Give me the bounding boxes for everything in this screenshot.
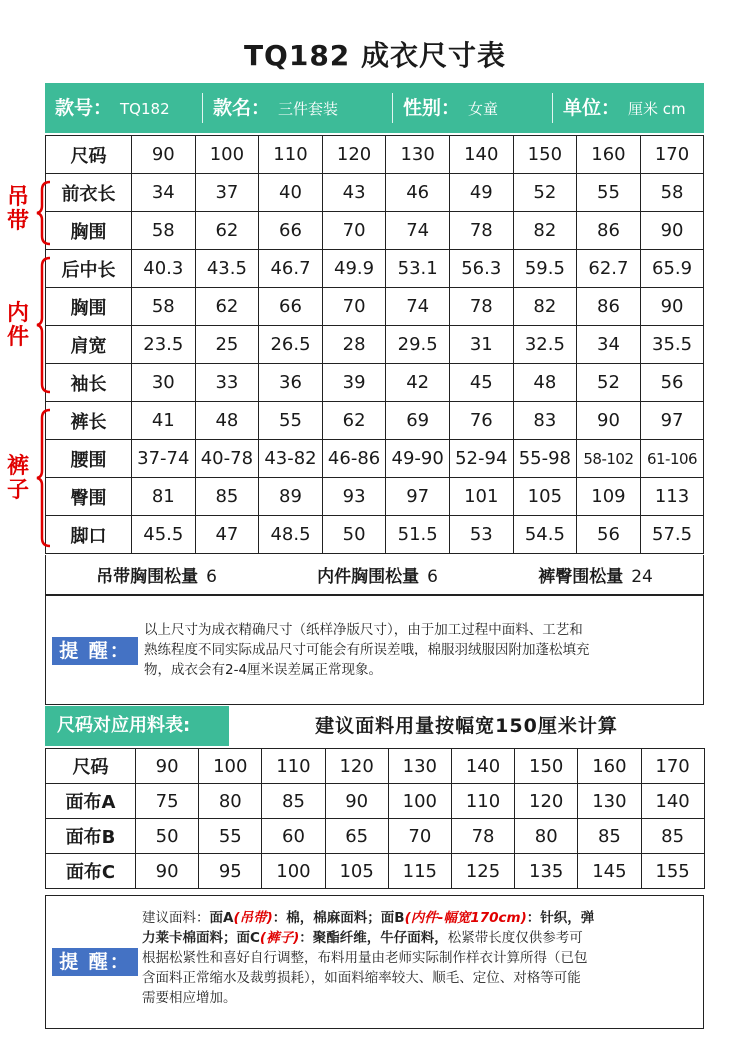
table-cell: 62 — [195, 212, 259, 250]
table-cell: 105 — [325, 854, 388, 889]
table-cell: 40 — [259, 174, 323, 212]
table-cell: 100 — [262, 854, 325, 889]
table-row — [46, 478, 704, 516]
fabric-header-cell: 110 — [262, 749, 325, 784]
table-cell: 109 — [577, 478, 641, 516]
fabric-table-title: 建议面料用量按幅宽150厘米计算 — [315, 715, 618, 737]
note-segment: (裤子) — [259, 930, 300, 946]
note-segment: 面C — [236, 930, 260, 946]
group-label-pants: 裤 子 — [6, 454, 29, 503]
table-cell: 74 — [386, 212, 450, 250]
ease-inner-value: 6 — [427, 567, 438, 587]
ease-pants — [538, 562, 653, 587]
fabric-header-cell: 140 — [451, 749, 514, 784]
table-cell: 37-74 — [132, 440, 196, 478]
table-cell: 125 — [451, 854, 514, 889]
table-cell: 82 — [513, 212, 577, 250]
group-label-inner: 内 件 — [6, 301, 29, 350]
table-cell: 89 — [259, 478, 323, 516]
table-cell: 85 — [578, 819, 641, 854]
row-label: 面布B — [46, 819, 136, 854]
table-cell: 62 — [322, 402, 386, 440]
table-cell: 52 — [577, 364, 641, 402]
note-segment: 面B — [380, 910, 405, 926]
table-cell: 31 — [449, 326, 513, 364]
table-cell: 135 — [515, 854, 578, 889]
table-cell: 62.7 — [577, 250, 641, 288]
table-cell: 57.5 — [640, 516, 704, 554]
size-header-cell: 130 — [386, 136, 450, 174]
table-cell: 81 — [132, 478, 196, 516]
table-cell: 78 — [449, 212, 513, 250]
table-cell: 76 — [449, 402, 513, 440]
note-line: 需要相应增加。 — [142, 990, 237, 1006]
table-cell: 95 — [199, 854, 262, 889]
table-cell: 90 — [640, 212, 704, 250]
fabric-table-tag: 尺码对应用料表: — [45, 706, 229, 746]
size-header-cell: 150 — [513, 136, 577, 174]
table-row — [46, 819, 705, 854]
size-header-label: 尺码 — [46, 136, 132, 174]
pants-bracket — [34, 406, 54, 550]
style-name-value: 三件套装 — [278, 100, 339, 118]
table-cell: 47 — [195, 516, 259, 554]
table-cell: 23.5 — [132, 326, 196, 364]
table-row — [46, 288, 704, 326]
table-cell: 80 — [515, 819, 578, 854]
note-segment: (吊带) — [233, 910, 273, 926]
table-cell: 50 — [322, 516, 386, 554]
fabric-header-cell: 130 — [388, 749, 451, 784]
gender — [393, 93, 553, 123]
size-header-cell: 90 — [132, 136, 196, 174]
table-cell: 113 — [640, 478, 704, 516]
table-row — [46, 364, 704, 402]
table-row — [46, 326, 704, 364]
table-cell: 86 — [577, 212, 641, 250]
row-label: 后中长 — [46, 250, 132, 288]
note-segment: ：聚酯纤维，牛仔面料， — [299, 930, 448, 946]
page-title: TQ182 成衣尺寸表 — [243, 39, 507, 72]
table-cell: 90 — [136, 854, 199, 889]
table-cell: 51.5 — [386, 516, 450, 554]
row-label: 裤长 — [46, 402, 132, 440]
style-number — [45, 93, 203, 123]
table-cell: 56 — [577, 516, 641, 554]
fabric-header-label: 尺码 — [46, 749, 136, 784]
table-cell: 56 — [640, 364, 704, 402]
fabric-note-text — [142, 908, 594, 1008]
note-line: 根据松紧性和喜好自行调整，布料用量由老师实际制作样衣计算所得（已包 — [142, 950, 588, 966]
table-cell: 62 — [195, 288, 259, 326]
group-label-strap: 吊 带 — [6, 185, 29, 234]
table-cell: 93 — [322, 478, 386, 516]
table-cell: 43-82 — [259, 440, 323, 478]
note-segment: ：棉，棉麻面料； — [272, 910, 381, 926]
table-cell: 82 — [513, 288, 577, 326]
table-cell: 78 — [451, 819, 514, 854]
table-cell: 70 — [322, 212, 386, 250]
table-cell: 46.7 — [259, 250, 323, 288]
table-cell: 61-106 — [640, 440, 704, 478]
table-cell: 90 — [577, 402, 641, 440]
table-cell: 46 — [386, 174, 450, 212]
table-cell: 45.5 — [132, 516, 196, 554]
note-segment: ：针织，弹 — [526, 910, 595, 926]
table-cell: 41 — [132, 402, 196, 440]
table-cell: 42 — [386, 364, 450, 402]
row-label: 肩宽 — [46, 326, 132, 364]
table-cell: 52 — [513, 174, 577, 212]
note-segment: 松紧带长度仅供参考可 — [447, 930, 583, 946]
unit — [553, 93, 704, 123]
table-cell: 58 — [640, 174, 704, 212]
table-row — [46, 854, 705, 889]
size-chart-table — [45, 135, 704, 554]
table-cell: 49 — [449, 174, 513, 212]
table-cell: 90 — [640, 288, 704, 326]
table-cell: 33 — [195, 364, 259, 402]
table-cell: 58 — [132, 212, 196, 250]
ease-strap-label: 吊带胸围松量 — [96, 567, 199, 587]
table-cell: 56.3 — [449, 250, 513, 288]
fabric-note-box — [45, 895, 704, 1029]
table-cell: 59.5 — [513, 250, 577, 288]
note-line: 含面料正常缩水及裁剪损耗），如面料缩率较大、顺毛、定位、对格等可能 — [142, 970, 581, 986]
table-cell: 70 — [388, 819, 451, 854]
ease-strap — [96, 562, 217, 587]
note-line: 物，成衣会有2-4厘米误差属正常现象。 — [144, 662, 383, 678]
table-cell: 37 — [195, 174, 259, 212]
table-cell: 43 — [322, 174, 386, 212]
table-cell: 70 — [322, 288, 386, 326]
row-label: 袖长 — [46, 364, 132, 402]
table-cell: 100 — [388, 784, 451, 819]
note-segment: 面A — [209, 910, 234, 926]
gender-label: 性别： — [403, 97, 461, 119]
table-cell: 75 — [136, 784, 199, 819]
table-cell: 50 — [136, 819, 199, 854]
table-cell: 49-90 — [386, 440, 450, 478]
table-cell: 85 — [262, 784, 325, 819]
table-cell: 45 — [449, 364, 513, 402]
note-line — [142, 908, 594, 928]
style-number-value: TQ182 — [120, 100, 170, 118]
table-cell: 54.5 — [513, 516, 577, 554]
table-cell: 66 — [259, 288, 323, 326]
table-row — [46, 516, 704, 554]
table-cell: 65.9 — [640, 250, 704, 288]
table-cell: 85 — [195, 478, 259, 516]
table-cell: 46-86 — [322, 440, 386, 478]
note-segment: 力莱卡棉面料； — [142, 930, 237, 946]
table-cell: 29.5 — [386, 326, 450, 364]
inner-bracket — [34, 254, 54, 396]
unit-value: 厘米 cm — [628, 100, 686, 118]
style-number-label: 款号： — [55, 97, 113, 119]
table-cell: 65 — [325, 819, 388, 854]
table-cell: 53 — [449, 516, 513, 554]
ease-pants-label: 裤臀围松量 — [538, 567, 624, 587]
table-cell: 145 — [578, 854, 641, 889]
table-cell: 90 — [325, 784, 388, 819]
row-label: 脚口 — [46, 516, 132, 554]
table-cell: 28 — [322, 326, 386, 364]
table-cell: 55-98 — [513, 440, 577, 478]
table-cell: 36 — [259, 364, 323, 402]
size-note-text — [144, 620, 590, 680]
table-row — [46, 250, 704, 288]
size-header-row — [46, 136, 704, 174]
table-cell: 120 — [515, 784, 578, 819]
row-label: 胸围 — [46, 288, 132, 326]
table-cell: 78 — [449, 288, 513, 326]
row-label: 面布C — [46, 854, 136, 889]
style-name-label: 款名： — [213, 97, 271, 119]
ease-inner-label: 内件胸围松量 — [317, 567, 420, 587]
table-cell: 30 — [132, 364, 196, 402]
table-row — [46, 212, 704, 250]
row-label: 臀围 — [46, 478, 132, 516]
unit-label: 单位： — [563, 97, 621, 119]
style-name — [203, 93, 393, 123]
table-cell: 48 — [513, 364, 577, 402]
table-cell: 101 — [449, 478, 513, 516]
table-row — [46, 440, 704, 478]
row-label: 腰围 — [46, 440, 132, 478]
table-cell: 48 — [195, 402, 259, 440]
fabric-header-cell: 90 — [136, 749, 199, 784]
table-cell: 60 — [262, 819, 325, 854]
fabric-header-cell: 150 — [515, 749, 578, 784]
reminder-badge: 提 醒： — [52, 637, 138, 665]
table-cell: 130 — [578, 784, 641, 819]
table-cell: 80 — [199, 784, 262, 819]
table-row — [46, 174, 704, 212]
note-segment: 建议面料： — [142, 910, 210, 926]
size-header-cell: 110 — [259, 136, 323, 174]
table-cell: 35.5 — [640, 326, 704, 364]
fabric-header-cell: 100 — [199, 749, 262, 784]
size-header-cell: 120 — [322, 136, 386, 174]
table-cell: 34 — [577, 326, 641, 364]
note-line — [142, 928, 594, 948]
row-label: 前衣长 — [46, 174, 132, 212]
fabric-header-cell: 170 — [641, 749, 704, 784]
table-row — [46, 784, 705, 819]
note-segment: (内件-幅宽170cm) — [404, 910, 527, 926]
ease-strap-value: 6 — [206, 567, 217, 587]
table-cell: 55 — [577, 174, 641, 212]
fabric-header-cell: 120 — [325, 749, 388, 784]
table-cell: 43.5 — [195, 250, 259, 288]
table-cell: 53.1 — [386, 250, 450, 288]
table-cell: 48.5 — [259, 516, 323, 554]
table-cell: 39 — [322, 364, 386, 402]
row-label: 面布A — [46, 784, 136, 819]
note-line: 熟练程度不同实际成品尺寸可能会有所误差哦，棉服羽绒服因附加蓬松填充 — [144, 642, 590, 658]
table-cell: 140 — [641, 784, 704, 819]
table-cell: 85 — [641, 819, 704, 854]
table-cell: 58-102 — [577, 440, 641, 478]
table-cell: 58 — [132, 288, 196, 326]
table-cell: 55 — [259, 402, 323, 440]
table-cell: 52-94 — [449, 440, 513, 478]
size-note-box — [45, 595, 704, 705]
fabric-header-row — [46, 749, 705, 784]
table-cell: 69 — [386, 402, 450, 440]
ease-allowance-row — [45, 555, 704, 595]
table-cell: 55 — [199, 819, 262, 854]
table-cell: 32.5 — [513, 326, 577, 364]
table-cell: 34 — [132, 174, 196, 212]
table-cell: 97 — [640, 402, 704, 440]
table-cell: 26.5 — [259, 326, 323, 364]
note-line: 以上尺寸为成衣精确尺寸（纸样净版尺寸），由于加工过程中面料、工艺和 — [144, 622, 583, 638]
size-header-cell: 100 — [195, 136, 259, 174]
table-cell: 155 — [641, 854, 704, 889]
strap-bracket — [34, 178, 54, 248]
table-cell: 25 — [195, 326, 259, 364]
table-cell: 66 — [259, 212, 323, 250]
ease-pants-value: 24 — [631, 567, 653, 587]
fabric-header — [45, 706, 704, 746]
table-cell: 49.9 — [322, 250, 386, 288]
table-cell: 74 — [386, 288, 450, 326]
table-cell: 40-78 — [195, 440, 259, 478]
table-cell: 83 — [513, 402, 577, 440]
table-cell: 40.3 — [132, 250, 196, 288]
size-header-cell: 160 — [577, 136, 641, 174]
gender-value: 女童 — [468, 100, 499, 118]
fabric-header-cell: 160 — [578, 749, 641, 784]
fabric-usage-table — [45, 748, 705, 889]
row-label: 胸围 — [46, 212, 132, 250]
size-header-cell: 170 — [640, 136, 704, 174]
size-header-cell: 140 — [449, 136, 513, 174]
product-info-bar — [45, 83, 704, 133]
table-cell: 115 — [388, 854, 451, 889]
table-cell: 97 — [386, 478, 450, 516]
table-cell: 105 — [513, 478, 577, 516]
table-cell: 110 — [451, 784, 514, 819]
table-cell: 86 — [577, 288, 641, 326]
reminder-badge: 提 醒： — [52, 948, 138, 976]
table-row — [46, 402, 704, 440]
ease-inner — [317, 562, 438, 587]
